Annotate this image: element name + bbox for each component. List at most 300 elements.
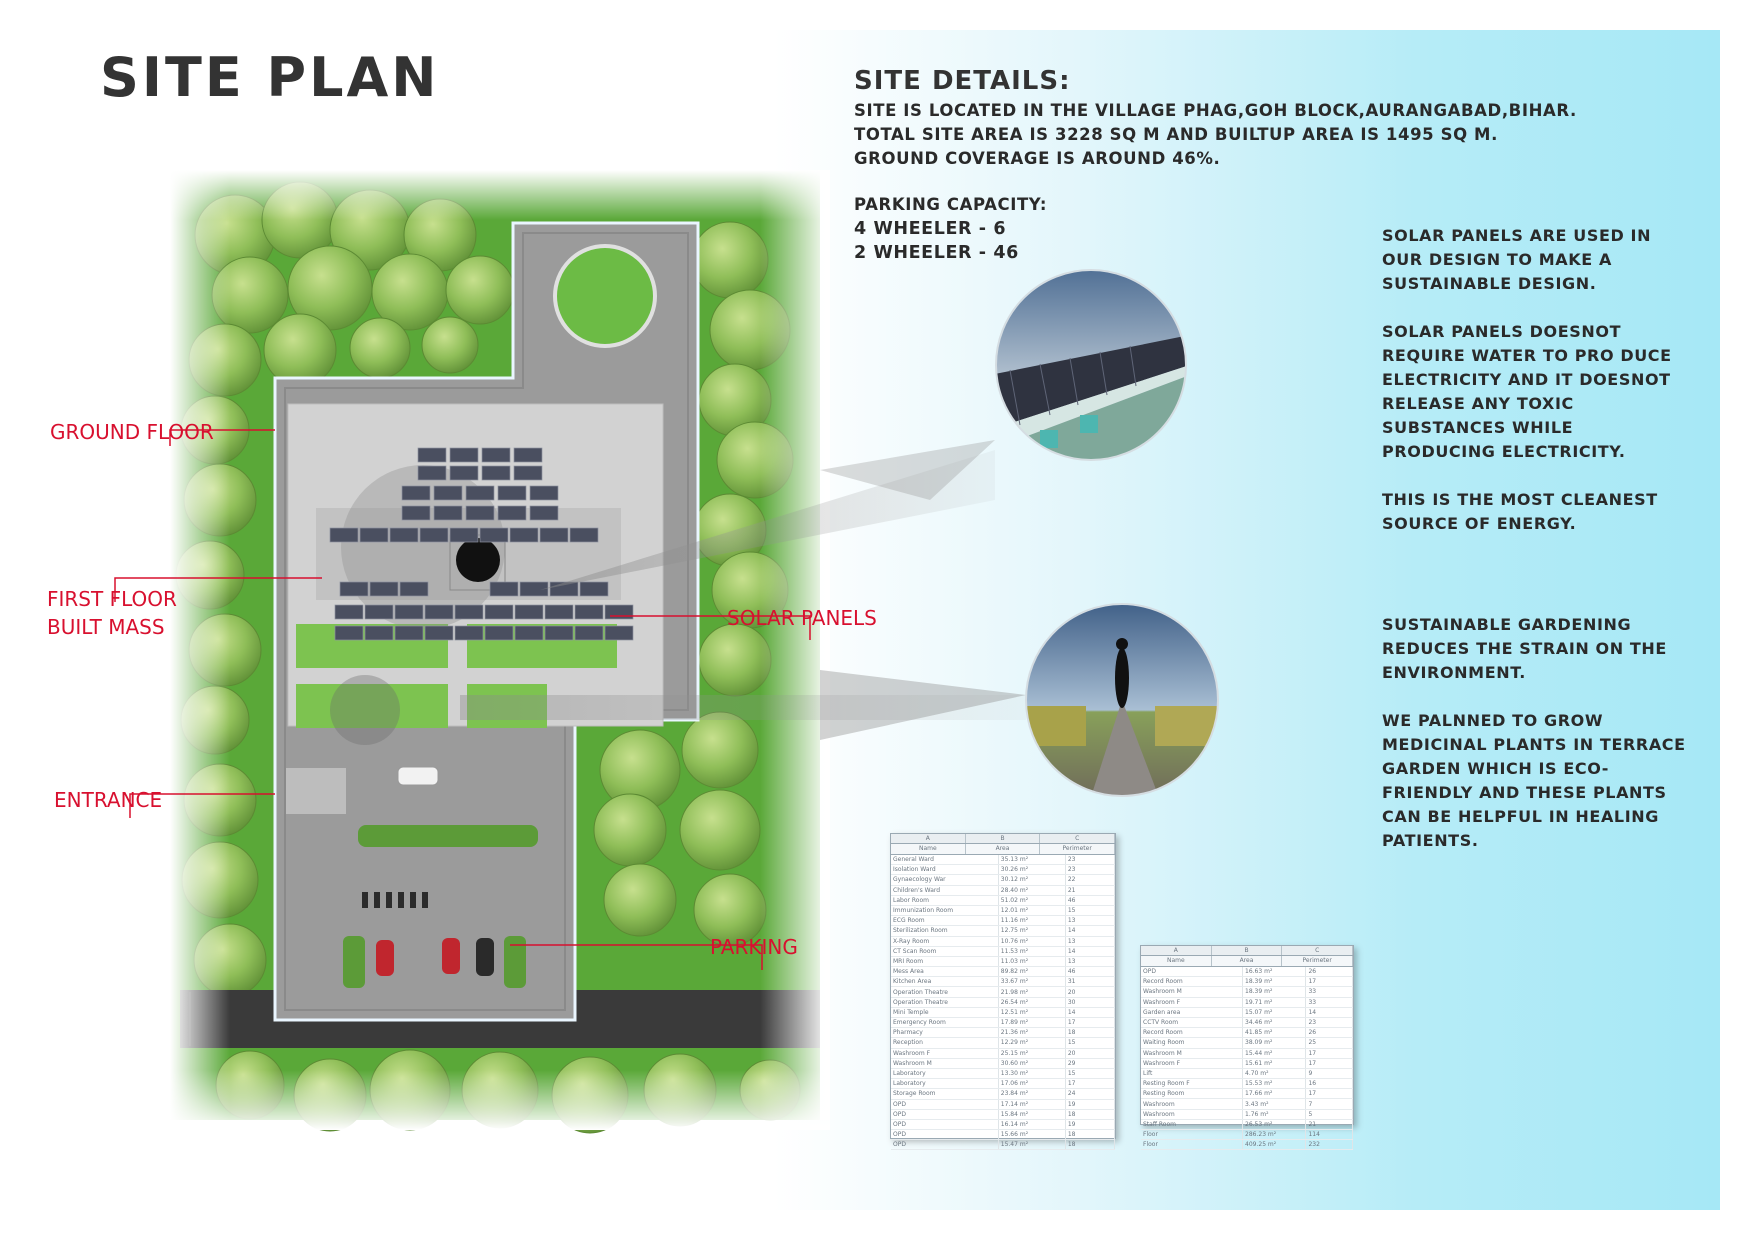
cell-perimeter: 14 [1306, 1007, 1353, 1017]
cell-name: OPD [891, 1130, 998, 1140]
solar-panel [425, 605, 453, 619]
area-table-first-body [1141, 967, 1353, 1150]
solar-panel [580, 582, 608, 596]
solar-panel [480, 528, 508, 542]
col-letter-c: C [1040, 834, 1115, 843]
cell-area: 17.14 m² [998, 1099, 1065, 1109]
solar-note-2: SOLAR PANELS DOESNOT REQUIRE WATER TO PRO DUCE ELECTRICITY AND IT DOESNOT RELEASE ANY TOXIC SUBSTANCES WHILE PRODUCING ELECTRICITY. [1382, 322, 1672, 461]
cell-area: 17.06 m² [998, 1079, 1065, 1089]
two-wheeler [410, 892, 416, 908]
cell-name: Washroom F [1141, 997, 1243, 1007]
table-row [891, 1099, 1115, 1109]
table-row [891, 967, 1115, 977]
col-letter-b: B [966, 834, 1041, 843]
cell-perimeter: 22 [1065, 875, 1114, 885]
cell-perimeter: 24 [1065, 1089, 1114, 1099]
cell-area: 30.60 m² [998, 1058, 1065, 1068]
cell-name: Children's Ward [891, 885, 998, 895]
table-row [1141, 1068, 1353, 1078]
cell-perimeter: 17 [1065, 1079, 1114, 1089]
table-row [891, 895, 1115, 905]
col-letter-a: A [1141, 946, 1212, 955]
parking-capacity-heading: PARKING CAPACITY: [854, 195, 1048, 214]
table-header-row [1141, 956, 1353, 967]
two-wheeler [398, 892, 404, 908]
table-row [1141, 1109, 1353, 1119]
cell-perimeter: 23 [1306, 1017, 1353, 1027]
col-letter-c: C [1282, 946, 1353, 955]
cell-name: OPD [891, 1119, 998, 1129]
cell-name: Lift [1141, 1068, 1243, 1078]
table-row [891, 1079, 1115, 1089]
table-row [891, 1028, 1115, 1038]
table-row [1141, 1048, 1353, 1058]
cell-name: Washroom F [1141, 1058, 1243, 1068]
site-details-heading: SITE DETAILS: [854, 66, 1071, 96]
cell-area: 35.13 m² [998, 855, 1065, 865]
table-row [1141, 1038, 1353, 1048]
cell-name: Gynaecology War [891, 875, 998, 885]
cell-name: Resting Room [1141, 1089, 1243, 1099]
site-location-line: SITE IS LOCATED IN THE VILLAGE PHAG,GOH BLOCK,AURANGABAD,BIHAR. [854, 101, 1577, 120]
solar-panel [450, 466, 478, 480]
solar-panel [515, 626, 543, 640]
cell-name: General Ward [891, 855, 998, 865]
solar-panel [455, 605, 483, 619]
solar-panel [514, 466, 542, 480]
table-row [891, 936, 1115, 946]
solar-panel [545, 626, 573, 640]
cell-area: 30.26 m² [998, 865, 1065, 875]
cell-perimeter: 7 [1306, 1099, 1353, 1109]
solar-panel [395, 626, 423, 640]
cell-area: 41.85 m² [1243, 1028, 1306, 1038]
cell-area: 15.47 m² [998, 1140, 1065, 1150]
cell-name: OPD [1141, 967, 1243, 977]
cell-perimeter: 15 [1065, 1038, 1114, 1048]
solar-panel [395, 605, 423, 619]
solar-note-1: SOLAR PANELS ARE USED IN OUR DESIGN TO MAKE A SUSTAINABLE DESIGN. [1382, 226, 1652, 293]
solar-panel [450, 528, 478, 542]
two-wheeler-capacity: 2 WHEELER - 46 [854, 243, 1019, 263]
tree [350, 318, 410, 378]
cell-area: 30.12 m² [998, 875, 1065, 885]
cell-name: Kitchen Area [891, 977, 998, 987]
solar-panel [402, 486, 430, 500]
solar-panel [434, 486, 462, 500]
table-row [891, 855, 1115, 865]
table-header-row [891, 844, 1115, 855]
label-first-floor-line2: BUILT MASS [47, 615, 165, 639]
cell-area: 38.09 m² [1243, 1038, 1306, 1048]
solar-panel [540, 528, 568, 542]
cell-perimeter: 33 [1306, 987, 1353, 997]
cell-name: Resting Room F [1141, 1079, 1243, 1089]
solar-panel [605, 626, 633, 640]
solar-panel [510, 528, 538, 542]
table-row [891, 1130, 1115, 1140]
cell-area: 15.84 m² [998, 1109, 1065, 1119]
cell-name: Mess Area [891, 967, 998, 977]
cell-name: Washroom M [1141, 987, 1243, 997]
two-wheeler [422, 892, 428, 908]
solar-panel [485, 605, 513, 619]
solar-panel [482, 466, 510, 480]
table-row [891, 987, 1115, 997]
table-row [891, 875, 1115, 885]
solar-panel [530, 506, 558, 520]
label-ground-floor: GROUND FLOOR [50, 420, 214, 444]
cell-perimeter: 18 [1065, 1109, 1114, 1119]
cell-perimeter: 31 [1065, 977, 1114, 987]
cell-area: 12.51 m² [998, 1007, 1065, 1017]
cell-perimeter: 14 [1065, 926, 1114, 936]
cell-perimeter: 21 [1065, 885, 1114, 895]
table-row [1141, 1058, 1353, 1068]
cell-perimeter: 18 [1065, 1140, 1114, 1150]
cell-perimeter: 19 [1065, 1099, 1114, 1109]
cell-perimeter: 5 [1306, 1109, 1353, 1119]
header-perimeter: Perimeter [1282, 956, 1353, 966]
cell-area: 286.23 m² [1243, 1130, 1306, 1140]
table-row [891, 977, 1115, 987]
cell-name: MRI Room [891, 956, 998, 966]
table-row [1141, 1028, 1353, 1038]
cell-area: 15.07 m² [1243, 1007, 1306, 1017]
cell-perimeter: 232 [1306, 1140, 1353, 1150]
table-row [1141, 1017, 1353, 1027]
cell-area: 12.01 m² [998, 905, 1065, 915]
cell-area: 10.76 m² [998, 936, 1065, 946]
table-row [891, 916, 1115, 926]
cell-area: 12.75 m² [998, 926, 1065, 936]
cell-name: Isolation Ward [891, 865, 998, 875]
table-row [891, 865, 1115, 875]
solar-panel [335, 626, 363, 640]
solar-panel [450, 448, 478, 462]
cell-name: OPD [891, 1140, 998, 1150]
cell-name: OPD [891, 1109, 998, 1119]
two-wheeler [386, 892, 392, 908]
solar-panel [455, 626, 483, 640]
cell-perimeter: 13 [1065, 936, 1114, 946]
site-area-line: TOTAL SITE AREA IS 3228 SQ M AND BUILTUP AREA IS 1495 SQ M. [854, 125, 1498, 144]
header-perimeter: Perimeter [1040, 844, 1115, 854]
cell-area: 16.14 m² [998, 1119, 1065, 1129]
cell-perimeter: 23 [1065, 855, 1114, 865]
solar-panel [425, 626, 453, 640]
cell-perimeter: 30 [1065, 997, 1114, 1007]
cell-name: Washroom M [891, 1058, 998, 1068]
cell-perimeter: 15 [1065, 1068, 1114, 1078]
cell-perimeter: 17 [1065, 1018, 1114, 1028]
header-area: Area [1212, 956, 1283, 966]
cell-name: CCTV Room [1141, 1017, 1243, 1027]
solar-panel [545, 605, 573, 619]
table-column-letters [1141, 946, 1353, 956]
cell-perimeter: 46 [1065, 967, 1114, 977]
cell-area: 16.63 m² [1243, 967, 1306, 977]
table-row [1141, 1140, 1353, 1150]
label-first-floor-line1: FIRST FLOOR [47, 587, 177, 611]
solar-panel [400, 582, 428, 596]
cell-name: Reception [891, 1038, 998, 1048]
cell-perimeter: 17 [1306, 1058, 1353, 1068]
area-table-ground-body [891, 855, 1115, 1150]
tree [446, 256, 514, 324]
cell-perimeter: 25 [1306, 1038, 1353, 1048]
solar-panel [434, 506, 462, 520]
header-name: Name [1141, 956, 1212, 966]
solar-panel [402, 506, 430, 520]
table-row [1141, 967, 1353, 977]
cell-perimeter: 15 [1065, 905, 1114, 915]
cell-perimeter: 17 [1306, 1048, 1353, 1058]
cell-area: 15.44 m² [1243, 1048, 1306, 1058]
solar-panel [418, 448, 446, 462]
cell-perimeter: 33 [1306, 997, 1353, 1007]
ground-coverage-line: GROUND COVERAGE IS AROUND 46%. [854, 149, 1221, 168]
solar-panel [335, 605, 363, 619]
garden-note-1: SUSTAINABLE GARDENING REDUCES THE STRAIN ON THE ENVIRONMENT. [1382, 615, 1667, 682]
tree [422, 317, 478, 373]
label-entrance: ENTRANCE [54, 788, 163, 812]
cell-perimeter: 21 [1306, 1119, 1353, 1129]
table-column-letters [891, 834, 1115, 844]
site-details-text [854, 99, 1614, 171]
cell-perimeter: 46 [1065, 895, 1114, 905]
cell-area: 51.02 m² [998, 895, 1065, 905]
cell-name: Washroom M [1141, 1048, 1243, 1058]
table-row [1141, 977, 1353, 987]
table-row [891, 1038, 1115, 1048]
cell-perimeter: 18 [1065, 1028, 1114, 1038]
tree [264, 314, 336, 386]
table-row [891, 1018, 1115, 1028]
solar-panel [575, 626, 603, 640]
table-row [891, 885, 1115, 895]
cell-area: 33.67 m² [998, 977, 1065, 987]
cell-area: 11.16 m² [998, 916, 1065, 926]
cell-area: 409.25 m² [1243, 1140, 1306, 1150]
solar-panel [490, 582, 518, 596]
cell-area: 34.46 m² [1243, 1017, 1306, 1027]
solar-panel [365, 605, 393, 619]
cell-name: Floor [1141, 1140, 1243, 1150]
cell-name: CT Scan Room [891, 946, 998, 956]
tree [604, 864, 676, 936]
cell-area: 19.71 m² [1243, 997, 1306, 1007]
header-area: Area [966, 844, 1041, 854]
table-row [891, 1068, 1115, 1078]
table-row [891, 1048, 1115, 1058]
cell-area: 1.76 m² [1243, 1109, 1306, 1119]
table-row [1141, 1007, 1353, 1017]
cell-perimeter: 17 [1306, 977, 1353, 987]
cell-area: 21.98 m² [998, 987, 1065, 997]
cell-area: 26.54 m² [998, 997, 1065, 1007]
tree [680, 790, 760, 870]
cell-name: Record Room [1141, 1028, 1243, 1038]
solar-panel [514, 448, 542, 462]
cell-name: Record Room [1141, 977, 1243, 987]
col-letter-b: B [1212, 946, 1283, 955]
table-row [1141, 1119, 1353, 1129]
solar-panel [418, 466, 446, 480]
label-solar-panels: SOLAR PANELS [727, 606, 877, 630]
solar-panel [605, 605, 633, 619]
cell-area: 28.40 m² [998, 885, 1065, 895]
solar-panel [466, 486, 494, 500]
cell-name: Operation Theatre [891, 987, 998, 997]
cell-name: Garden area [1141, 1007, 1243, 1017]
cell-name: Pharmacy [891, 1028, 998, 1038]
solar-panel [466, 506, 494, 520]
cell-name: OPD [891, 1099, 998, 1109]
cell-area: 3.43 m² [1243, 1099, 1306, 1109]
tree [594, 794, 666, 866]
cell-area: 15.61 m² [1243, 1058, 1306, 1068]
two-wheeler [362, 892, 368, 908]
cell-name: Floor [1141, 1130, 1243, 1140]
cell-name: Sterilization Room [891, 926, 998, 936]
cell-area: 25.15 m² [998, 1048, 1065, 1058]
label-first-floor [47, 585, 177, 641]
table-row [891, 997, 1115, 1007]
header-name: Name [891, 844, 966, 854]
table-row [891, 946, 1115, 956]
cell-area: 18.39 m² [1243, 977, 1306, 987]
cell-name: ECG Room [891, 916, 998, 926]
garden-note-2: WE PALNNED TO GROW MEDICINAL PLANTS IN TERRACE GARDEN WHICH IS ECO-FRIENDLY AND THESE PLANTS CAN BE HELPFUL IN HEALING PATIENTS. [1382, 711, 1686, 850]
page-title: SITE PLAN [100, 46, 440, 109]
solar-panel [370, 582, 398, 596]
cell-name: Laboratory [891, 1068, 998, 1078]
cell-name: Waiting Room [1141, 1038, 1243, 1048]
tree [692, 222, 768, 298]
cell-area: 23.84 m² [998, 1089, 1065, 1099]
cell-name: Storage Room [891, 1089, 998, 1099]
solar-panel [485, 626, 513, 640]
tree [682, 712, 758, 788]
garden-notes [1382, 613, 1692, 877]
cell-perimeter: 20 [1065, 1048, 1114, 1058]
two-wheeler [374, 892, 380, 908]
cell-name: Washroom F [891, 1048, 998, 1058]
cell-perimeter: 9 [1306, 1068, 1353, 1078]
table-row [891, 1140, 1115, 1150]
area-table-first [1140, 945, 1354, 1149]
cell-perimeter: 13 [1065, 956, 1114, 966]
cell-perimeter: 29 [1065, 1058, 1114, 1068]
cell-area: 89.82 m² [998, 967, 1065, 977]
cell-name: Emergency Room [891, 1018, 998, 1028]
cell-name: Labor Room [891, 895, 998, 905]
table-row [1141, 987, 1353, 997]
cell-name: Washroom [1141, 1109, 1243, 1119]
solar-panel [360, 528, 388, 542]
solar-panel [530, 486, 558, 500]
table-row [891, 1119, 1115, 1129]
cell-perimeter: 20 [1065, 987, 1114, 997]
table-row [891, 926, 1115, 936]
table-row [1141, 1099, 1353, 1109]
cell-area: 26.53 m² [1243, 1119, 1306, 1129]
cell-area: 4.70 m² [1243, 1068, 1306, 1078]
cell-perimeter: 18 [1065, 1130, 1114, 1140]
solar-panel [570, 528, 598, 542]
table-row [1141, 1079, 1353, 1089]
cell-area: 15.53 m² [1243, 1079, 1306, 1089]
solar-panel [498, 506, 526, 520]
cell-perimeter: 26 [1306, 1028, 1353, 1038]
cell-area: 18.39 m² [1243, 987, 1306, 997]
site-plan-sheet [30, 30, 1720, 1210]
cell-perimeter: 14 [1065, 1007, 1114, 1017]
cell-name: Staff Room [1141, 1119, 1243, 1129]
solar-panel [365, 626, 393, 640]
cell-name: Immunization Room [891, 905, 998, 915]
col-letter-a: A [891, 834, 966, 843]
table-row [1141, 997, 1353, 1007]
cell-area: 15.66 m² [998, 1130, 1065, 1140]
four-wheeler-capacity: 4 WHEELER - 6 [854, 219, 1007, 239]
cell-name: Laboratory [891, 1079, 998, 1089]
solar-panel [420, 528, 448, 542]
cell-name: Mini Temple [891, 1007, 998, 1017]
cell-area: 13.30 m² [998, 1068, 1065, 1078]
cell-perimeter: 26 [1306, 967, 1353, 977]
cell-perimeter: 13 [1065, 916, 1114, 926]
table-row [1141, 1089, 1353, 1099]
cell-area: 12.29 m² [998, 1038, 1065, 1048]
cell-perimeter: 114 [1306, 1130, 1353, 1140]
table-row [891, 1007, 1115, 1017]
cell-perimeter: 23 [1065, 865, 1114, 875]
table-row [891, 1058, 1115, 1068]
solar-panel [498, 486, 526, 500]
solar-panel [340, 582, 368, 596]
label-parking: PARKING [710, 935, 798, 959]
table-row [1141, 1130, 1353, 1140]
cell-perimeter: 14 [1065, 946, 1114, 956]
cell-perimeter: 17 [1306, 1089, 1353, 1099]
table-row [891, 956, 1115, 966]
cell-area: 17.89 m² [998, 1018, 1065, 1028]
solar-note-3: THIS IS THE MOST CLEANEST SOURCE OF ENERGY. [1382, 490, 1658, 533]
solar-panel [330, 528, 358, 542]
solar-panel [390, 528, 418, 542]
solar-panel [482, 448, 510, 462]
cell-name: Operation Theatre [891, 997, 998, 1007]
solar-notes [1382, 224, 1692, 560]
cell-perimeter: 16 [1306, 1079, 1353, 1089]
cell-area: 11.53 m² [998, 946, 1065, 956]
area-table-ground [890, 833, 1116, 1149]
cell-name: Washroom [1141, 1099, 1243, 1109]
table-row [891, 1109, 1115, 1119]
cell-area: 11.03 m² [998, 956, 1065, 966]
cell-perimeter: 19 [1065, 1119, 1114, 1129]
table-row [891, 905, 1115, 915]
solar-panel [515, 605, 543, 619]
cell-area: 17.66 m² [1243, 1089, 1306, 1099]
cell-name: X-Ray Room [891, 936, 998, 946]
cell-area: 21.36 m² [998, 1028, 1065, 1038]
table-row [891, 1089, 1115, 1099]
solar-panel [575, 605, 603, 619]
parking-capacity [854, 193, 1047, 265]
